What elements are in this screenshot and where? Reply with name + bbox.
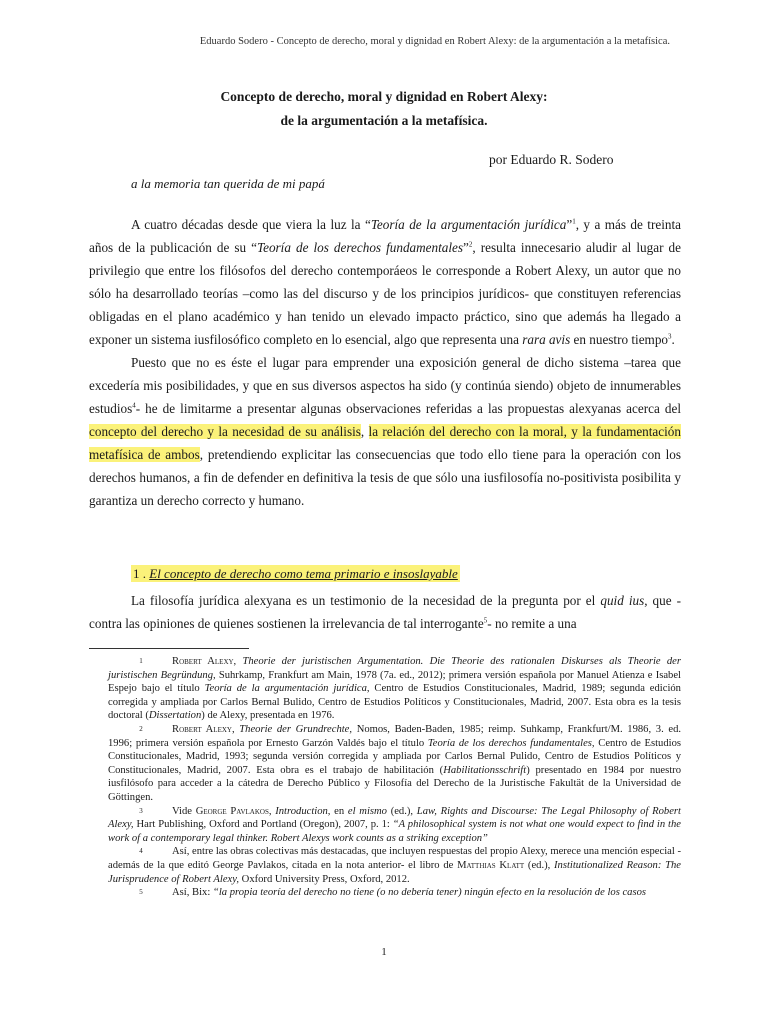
footnote-ref-5[interactable]: 5 [483,616,488,625]
footnote-1: 1 Robert Alexy, Theorie der juristischen Argumentation. Die Theorie des rationalen Diskurses als Theorie der juristischen Begründung, Suhrkamp, Frankfurt am Main, 1978 (7a. ed., 2012); primera versión española por Manuel Atienza e Isabel Espejo bajo el título Teoría de la argumentación jurídica, Centro de Estudios Constitucionales, Madrid, 1989; segunda edición corregida y ampliada por Carlos Bernal Bulido, Centro de Estudios Políticos y Constitucionales, Madrid, 2007. Esta obra es la tesis doctoral (Dissertation) de Alexy, presentada en 1976. [108,656,681,722]
title-line-1: Concepto de derecho, moral y dignidad en Robert Alexy: [220,89,548,104]
footnote-4: 4 Así, entre las obras colectivas más destacadas, que incluyen respuestas del propio Alexy, merece una mención especial -además de la que editó George Pavlakos, citada en la nota anterior- el libro de Matthias Klatt (ed.), Institutionalized Reason: The Jurisprudence of Robert Alexy, Oxford University Press, Oxford, 2012. [108,846,681,885]
paragraph-3: La filosofía jurídica alexyana es un testimonio de la necesidad de la pregunta por el quid ius, que -contra las opiniones de quienes sostienen la irrelevancia de tal interrogante$^5$- no remite a una [89,593,681,631]
author-line: por Eduardo R. Sodero [489,152,614,167]
section-heading [131,566,460,582]
section-number: 1 . [133,566,150,581]
footnote-ref-1[interactable]: 1 [572,217,576,226]
paragraph-2: Puesto que no es éste el lugar para emprender una exposición general de dicho sistema –tarea que excedería mis posibilidades, y que en sus diversos aspectos ha sido (y continúa siendo) objeto de innumerables estudios$^4$- he de limitarme a presentar algunas observaciones referidas a las propuestas alexyanas acerca del concepto del derecho y la necesidad de su análisis, la relación del derecho con la moral, y la fundamentación metafísica de ambos, pretendiendo explicitar las consecuencias que todo ello tiene para la operación con los derechos humanos, a fin de defender en definitiva la tesis de que sólo una iusfilosofía no-positivista posibilita y garantiza un derecho correcto y humano. [89,355,681,508]
section-title: El concepto de derecho como tema primario e insoslayable [149,566,458,581]
paragraph-1: A cuatro décadas desde que viera la luz la “Teoría de la argumentación jurídica”$^1$, y a más de treinta años de la publicación de su “Teoría de los derechos fundamentales”$^2$, resulta innecesario aludir al lugar de privilegio que entre los filósofos del derecho contemporáeos le corresponde a Robert Alexy, un autor que no sólo ha desarrollado teorías –como las del discurso y de los principios jurídicos- que constituyen referencias obligadas en el plano académico y han tenido un elevado impacto práctico, sino que además ha llegado a exponer un sistema iusfilosófico completo en lo esencial, algo que representa una rara avis en nuestro tiempo$^3$. [89,217,681,347]
page-number: 1 [381,946,387,958]
footnote-separator [89,648,249,649]
footnote-2: 2 Robert Alexy, Theorie der Grundrechte, Nomos, Baden-Baden, 1985; reimp. Suhkamp, Frankfurt/M. 1986, 3. ed. 1996; primera versión española por Ernesto Garzón Valdés bajo el título Teoría de los derechos fundamentales, Centro de Estudios Constitucionales, Madrid, 1993; segunda versión corregida y ampliada por Carlos Bernal Pulido, Centro de Estudios Políticos y Constitucionales, Madrid, 2007. Esta obra es el trabajo de habilitación (Habilitationsschrift) presentado en 1984 por nuestro iusfilósofo para acceder a la cátedra de Derecho Público y Filosofía del Derecho de la Juristische Fakultät de la Universidad de Göttingen. [108,723,682,803]
footnote-5: 5 Así, Bix: “la propia teoría del derecho no tiene (o no debería tener) ningún efecto en la resolución de los casos [139,887,647,899]
title-line-2: de la argumentación a la metafísica. [280,113,488,128]
paper-title [0,85,768,133]
footnotes [108,655,681,900]
section-highlight [131,565,460,582]
footnote-3: 3 Vide George Pavlakos, Introduction, en el mismo (ed.), Law, Rights and Discourse: The Legal Philosophy of Robert Alexy, Hart Publishing, Oxford and Portland (Oregon), 2007, p. 1: “A philosophical system is not what one would expect to find in the work of a contemporary legal thinker. Robert Alexys work counts as a striking exception” [108,805,681,844]
dedication: a la memoria tan querida de mi papá [131,176,325,191]
running-header: Eduardo Sodero - Concepto de derecho, moral y dignidad en Robert Alexy: de la argumentación a la metafísica. [199,36,670,47]
footnote-ref-2[interactable]: 2 [468,240,473,249]
intro-body [89,213,681,512]
highlight-2: la relación del derecho con la moral, y la fundamentación metafísica de ambos [89,424,681,462]
highlight-1: concepto del derecho y la necesidad de su análisis [89,424,361,439]
footnote-ref-3[interactable]: 3 [668,332,672,341]
footnote-ref-4[interactable]: 4 [132,401,136,410]
section-body [89,589,681,635]
